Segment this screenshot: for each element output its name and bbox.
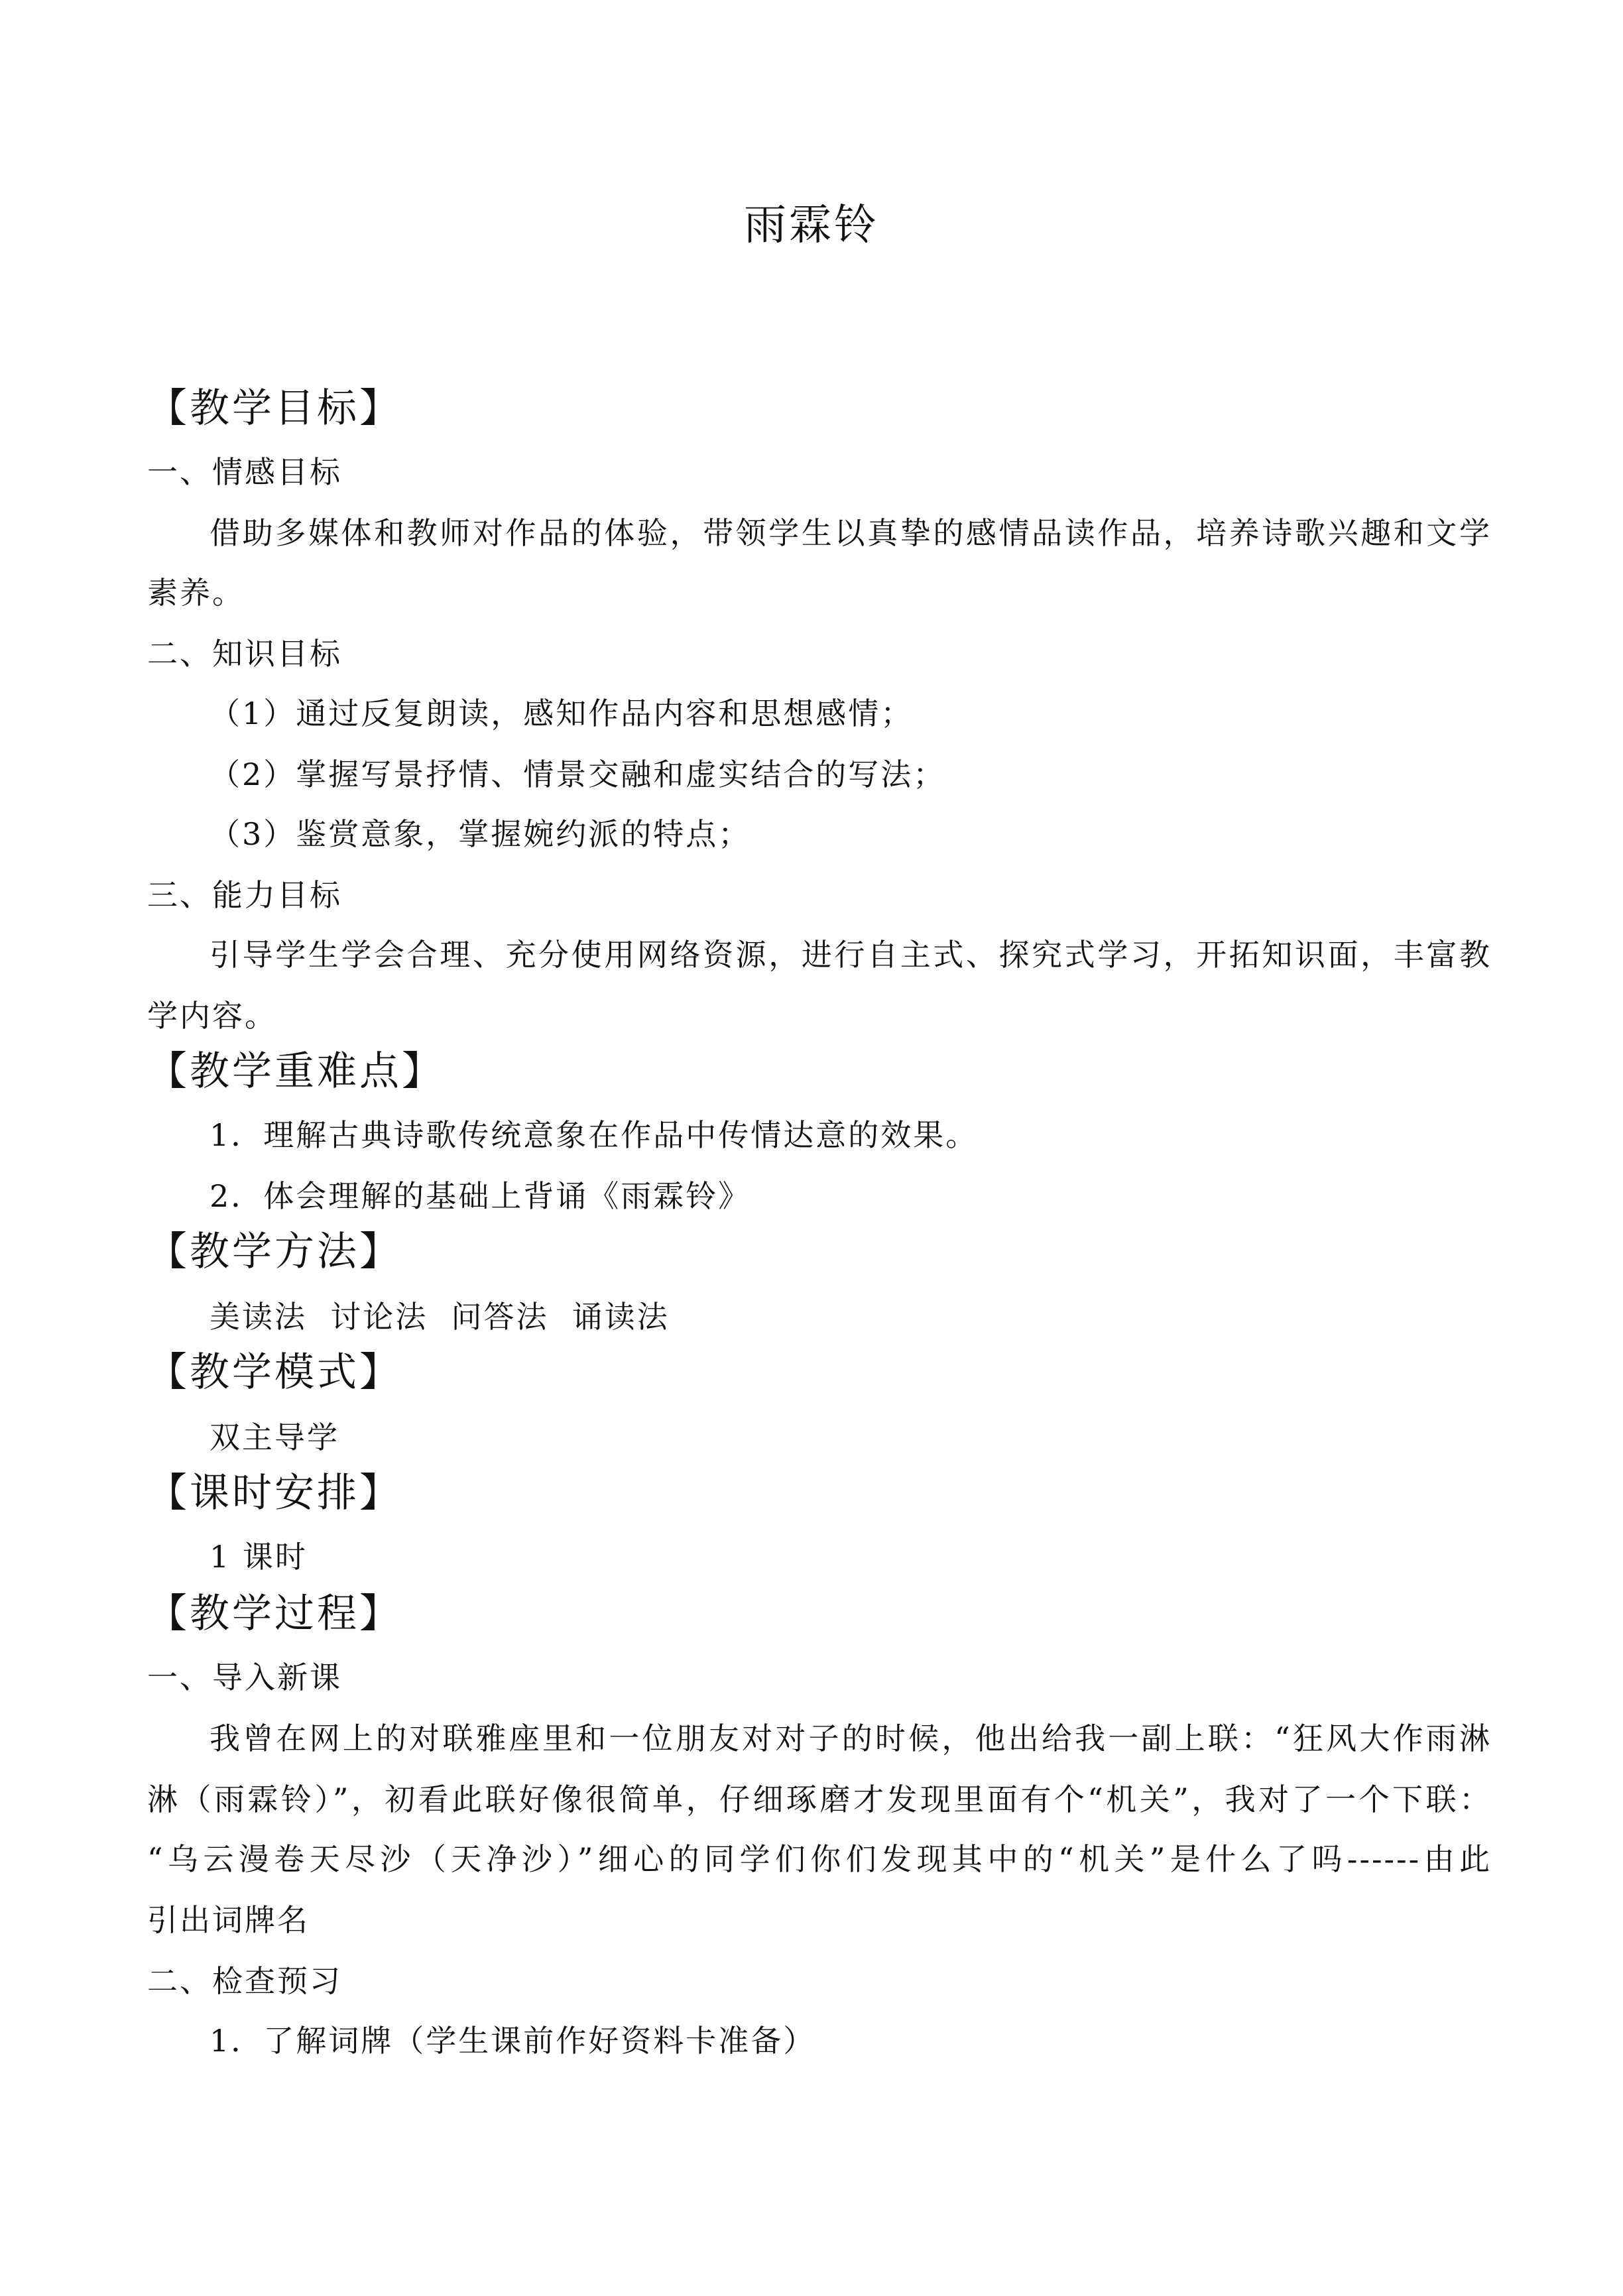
list-item-key-point-1: 1．理解古典诗歌传统意象在作品中传情达意的效果。	[210, 1117, 979, 1153]
section-heading-key-points: 【教学重难点】	[147, 1048, 444, 1095]
paragraph-ability-line-2: 学内容。	[147, 998, 277, 1034]
schedule-text: 1 课时	[210, 1539, 308, 1575]
section-heading-methods: 【教学方法】	[147, 1229, 402, 1275]
list-item-knowledge-3: （3）鉴赏意象，掌握婉约派的特点；	[210, 816, 751, 852]
paragraph-intro-line-2: 淋（雨霖铃）”，初看此联好像很简单，仔细琢磨才发现里面有个“机关”，我对了一个下联：	[147, 1782, 1492, 1817]
mode-text: 双主导学	[210, 1420, 339, 1455]
paragraph-intro-line-3: “乌云漫卷天尽沙（天净沙）”细心的同学们你们发现其中的“机关”是什么了吗------由此	[147, 1841, 1492, 1877]
subheading-review: 二、检查预习	[147, 1963, 342, 1999]
methods-text: 美读法 讨论法 问答法 诵读法	[210, 1299, 670, 1335]
subheading-ability: 三、能力目标	[147, 877, 342, 913]
paragraph-emotion-line-1: 借助多媒体和教师对作品的体验，带领学生以真挚的感情品读作品，培养诗歌兴趣和文学	[210, 515, 1492, 551]
paragraph-ability-line-1: 引导学生学会合理、充分使用网络资源，进行自主式、探究式学习，开拓知识面，丰富教	[210, 937, 1492, 973]
list-item-review-1: 1．了解词牌（学生课前作好资料卡准备）	[210, 2023, 816, 2059]
subheading-intro: 一、导入新课	[147, 1660, 342, 1695]
paragraph-intro-line-4: 引出词牌名	[147, 1902, 310, 1938]
list-item-knowledge-1: （1）通过反复朗读，感知作品内容和思想感情；	[210, 695, 914, 731]
section-heading-process: 【教学过程】	[147, 1591, 402, 1637]
section-heading-schedule: 【课时安排】	[147, 1470, 402, 1516]
section-heading-mode: 【教学模式】	[147, 1349, 402, 1396]
paragraph-intro-line-1: 我曾在网上的对联雅座里和一位朋友对对子的时候，他出给我一副上联：“狂风大作雨淋	[210, 1721, 1492, 1756]
list-item-key-point-2: 2．体会理解的基础上背诵《雨霖铃》	[210, 1178, 751, 1214]
subheading-emotion: 一、情感目标	[147, 454, 342, 490]
paragraph-emotion-line-2: 素养。	[147, 575, 245, 611]
subheading-knowledge: 二、知识目标	[147, 636, 342, 672]
page-title: 雨霖铃	[744, 201, 879, 250]
list-item-knowledge-2: （2）掌握写景抒情、情景交融和虚实结合的写法；	[210, 756, 946, 792]
section-heading-objectives: 【教学目标】	[147, 385, 402, 432]
